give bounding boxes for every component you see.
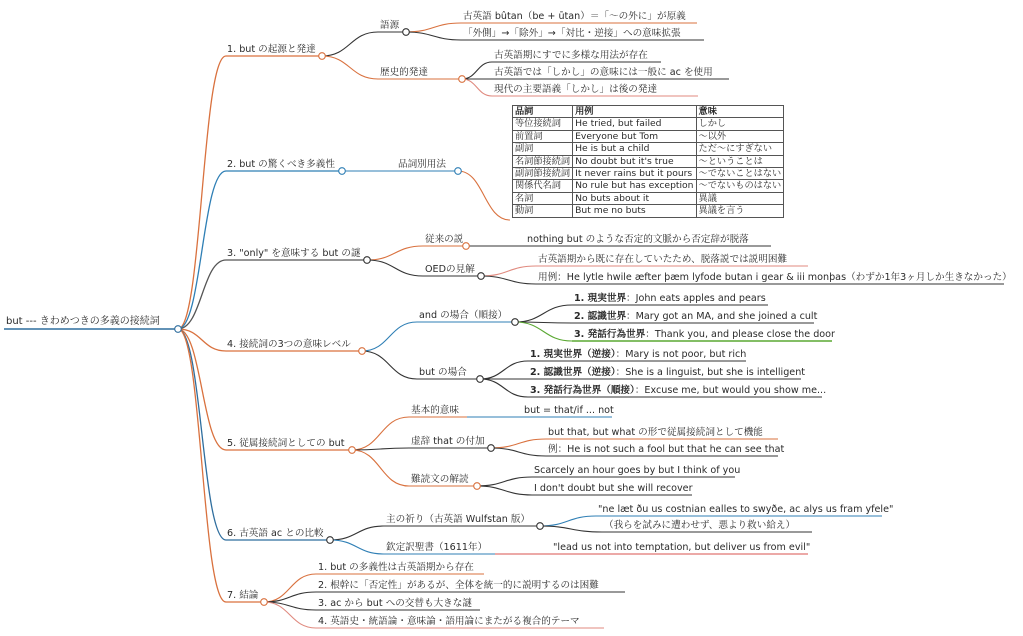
branch-7-label[interactable]: 7. 結論 [227, 590, 259, 601]
table-cell: Everyone but Tom [573, 130, 696, 142]
connector [491, 439, 546, 448]
node-knob [403, 29, 410, 36]
branch-2-label[interactable]: 2. but の驚くべき多義性 [227, 159, 335, 170]
table-row [513, 192, 784, 204]
b1-etymology-item-2[interactable]: 「外側」→「除外」→「対比・逆接」への意味拡張 [463, 28, 681, 39]
table-cell: He is but a child [573, 143, 696, 155]
node-knob [359, 348, 366, 355]
table-cell: 副詞節接続詞 [513, 168, 573, 180]
connector [477, 477, 532, 486]
b4-and-item-1[interactable]: 1. 現実世界：John eats apples and pears [574, 293, 766, 304]
table-cell: ～以外 [696, 130, 784, 142]
connector [491, 448, 546, 456]
b4-and-item-3[interactable]: 3. 発話行為世界：Thank you, and please close the door [574, 329, 835, 340]
node-knob [459, 76, 466, 83]
b6-kjv-label[interactable]: 欽定訳聖書（1611年） [386, 542, 488, 553]
table-cell: ～でないことはない [696, 168, 784, 180]
connector [367, 246, 423, 260]
b3-traditional-item-1[interactable]: nothing but のような否定的文脈から否定辞が脱落 [527, 234, 749, 245]
b4-but-item-2[interactable]: 2. 認識世界（逆接）：She is a linguist, but she is intelligent [530, 367, 806, 378]
b3-oed-label[interactable]: OEDの見解 [425, 264, 475, 275]
table-cell: He tried, but failed [573, 118, 696, 130]
b1-history-item-1[interactable]: 古英語期にすでに多様な用法が存在 [494, 50, 648, 61]
table-cell: It never rains but it pours [573, 168, 696, 180]
b3-oed-item-2[interactable]: 用例：He lytle hwile æfter þæm lyfode butan i gear & iii monþas（わずか1年3ヶ月しか生きなかった） [538, 272, 1012, 283]
connector [178, 329, 226, 602]
pos-table-header-cell: 用例 [573, 106, 696, 118]
node-knob [488, 445, 495, 452]
node-knob [477, 376, 484, 383]
b4-but-item-3[interactable]: 3. 発話行為世界（順接）：Excuse me, but would you show me... [530, 385, 827, 396]
connector [367, 260, 423, 276]
b7-item-3[interactable]: 3. ac から but への交替も大きな謎 [318, 598, 472, 609]
table-cell: 名詞 [513, 192, 573, 204]
node-knob [512, 319, 519, 326]
b5-hard-item-1[interactable]: Scarcely an hour goes by but I think of you [534, 465, 741, 476]
table-cell: 動詞 [513, 205, 573, 217]
b5-hard-label[interactable]: 難読文の解読 [411, 474, 469, 485]
b7-item-1[interactable]: 1. but の多義性は古英語期から存在 [318, 562, 474, 573]
b1-etymology-label[interactable]: 語源 [380, 20, 400, 31]
connector [540, 526, 602, 532]
table-cell: 副詞 [513, 143, 573, 155]
b6-kjv-item-1[interactable]: "lead us not into temptation, but deliver us from evil" [553, 542, 811, 553]
connector [481, 266, 536, 276]
b3-traditional-label[interactable]: 従来の説 [425, 234, 464, 245]
pos-usage-table [512, 105, 784, 218]
b1-history-item-3[interactable]: 現代の主要語義「しかし」は後の発達 [494, 84, 658, 95]
pos-table-header-cell: 品詞 [513, 106, 573, 118]
connector [406, 32, 461, 40]
pos-table-header-cell: 意味 [696, 106, 784, 118]
table-row [513, 118, 784, 130]
table-cell: ただ～にすぎない [696, 143, 784, 155]
pos-table-header-row [513, 106, 784, 118]
b6-prayer-item-1[interactable]: "ne læt ðu us costnian ealles to swyðe, ac alys us fram yfele" [598, 504, 894, 515]
connector [322, 56, 378, 79]
b5-basic-item-1[interactable]: but = that/if ... not [524, 405, 614, 416]
connector [330, 540, 384, 554]
table-cell: 異議を言う [696, 205, 784, 217]
table-cell: しかし [696, 118, 784, 130]
node-knob [455, 168, 462, 175]
connector [406, 23, 461, 32]
table-cell: No rule but has exception [573, 180, 696, 192]
connector [481, 276, 536, 284]
connector [178, 329, 226, 540]
connector [178, 56, 226, 329]
node-knob [175, 326, 182, 333]
table-cell: 前置詞 [513, 130, 573, 142]
table-row [513, 180, 784, 192]
connector [480, 379, 528, 397]
table-cell: 等位接続詞 [513, 118, 573, 130]
table-cell: ～でないものはない [696, 180, 784, 192]
b3-oed-item-1[interactable]: 古英語期から既に存在していたため、脱落説では説明困難 [538, 254, 788, 265]
connector [322, 32, 378, 56]
node-knob [319, 53, 326, 60]
connector [352, 450, 409, 486]
node-knob [339, 168, 346, 175]
table-cell: No buts about it [573, 192, 696, 204]
root-topic[interactable]: but --- きわめつきの多義の接続詞 [6, 316, 160, 327]
connector [540, 516, 596, 526]
node-knob [349, 447, 356, 454]
b4-but-item-1[interactable]: 1. 現実世界（逆接）：Mary is not poor, but rich [530, 349, 747, 360]
connector [362, 351, 417, 379]
connector [462, 62, 492, 79]
b5-hard-item-2[interactable]: I don't doubt but she will recover [534, 483, 693, 494]
node-knob [537, 523, 544, 530]
b4-and-label[interactable]: and の場合（順接） [419, 310, 508, 321]
b6-prayer-label[interactable]: 主の祈り（古英語 Wulfstan 版） [386, 514, 531, 525]
branch-6-label[interactable]: 6. 古英語 ac との比較 [227, 528, 324, 539]
node-knob [364, 257, 371, 264]
table-cell: But me no buts [573, 205, 696, 217]
table-row [513, 205, 784, 217]
table-cell: 関係代名詞 [513, 180, 573, 192]
branch-3-label[interactable]: 3. "only" を意味する but の謎 [227, 248, 361, 259]
node-knob [261, 599, 268, 606]
b6-prayer-item-2[interactable]: （我らを試みに遭わせず、悪より救い給え） [604, 520, 796, 531]
b1-etymology-item-1[interactable]: 古英語 bûtan（be + ūtan）＝「～の外に」が原義 [463, 11, 686, 22]
b5-expletive-label[interactable]: 虚辞 that の付加 [411, 436, 485, 447]
connector [515, 322, 572, 341]
connector [352, 417, 409, 450]
table-cell: ～ということは [696, 155, 784, 167]
b4-and-item-2[interactable]: 2. 認識世界：Mary got an MA, and she joined a cult [574, 311, 818, 322]
b5-expletive-item-1[interactable]: but that, but what の形で従属接続詞として機能 [548, 427, 763, 438]
branch-5-label[interactable]: 5. 従属接続詞としての but [227, 438, 345, 449]
node-knob [474, 483, 481, 490]
node-knob [327, 537, 334, 544]
b7-item-4[interactable]: 4. 英語史・統語論・意味論・語用論にまたがる複合的テーマ [318, 616, 580, 627]
connector [462, 79, 492, 96]
node-knob [478, 273, 485, 280]
table-row [513, 155, 784, 167]
table-cell: 名詞節接続詞 [513, 155, 573, 167]
connector [515, 305, 572, 322]
branch-4-label[interactable]: 4. 接続詞の3つの意味レベル [227, 339, 351, 350]
b2-pos-usage-label[interactable]: 品詞別用法 [398, 159, 446, 170]
b5-expletive-item-2[interactable]: 例：He is not such a fool but that he can see that [548, 444, 785, 455]
branch-1-label[interactable]: 1. but の起源と発達 [227, 44, 316, 55]
table-cell: 異議 [696, 192, 784, 204]
connector [480, 361, 528, 379]
b7-item-2[interactable]: 2. 根幹に「否定性」があるが、全体を統一的に説明するのは困難 [318, 580, 599, 591]
connector [330, 526, 384, 540]
table-row [513, 168, 784, 180]
table-row [513, 143, 784, 155]
b5-basic-label[interactable]: 基本的意味 [411, 405, 459, 416]
table-row [513, 130, 784, 142]
b1-history-item-2[interactable]: 古英語では「しかし」の意味には一般に ac を使用 [494, 67, 713, 78]
b4-but-label[interactable]: but の場合 [419, 367, 467, 378]
node-knob [463, 243, 470, 250]
connector [458, 171, 510, 220]
connector [477, 486, 532, 495]
connector [362, 322, 417, 351]
b1-history-label[interactable]: 歴史的発達 [380, 67, 428, 78]
connector [264, 574, 316, 602]
table-cell: No doubt but it's true [573, 155, 696, 167]
